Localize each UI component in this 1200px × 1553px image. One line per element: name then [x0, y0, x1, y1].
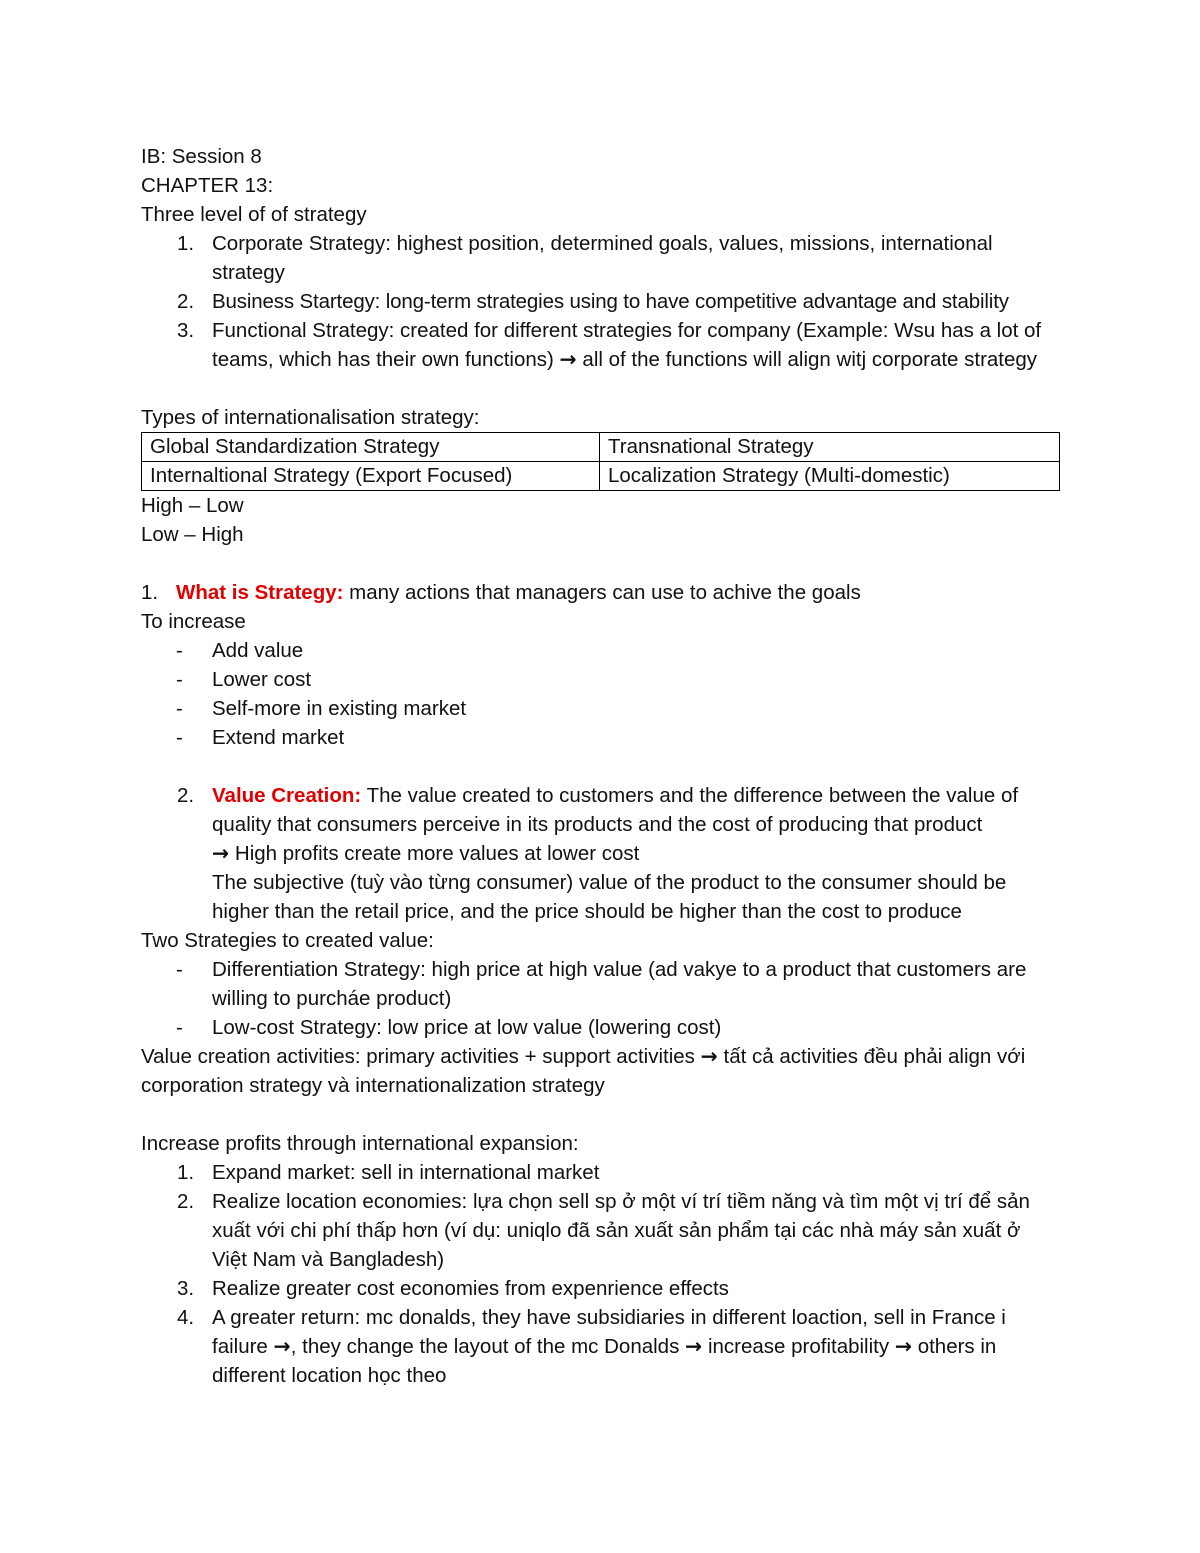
list-item — [141, 1013, 1061, 1042]
list-item-text: increase profitability — [707, 1335, 890, 1358]
list-item — [141, 316, 1061, 374]
list-number: 4. — [177, 1306, 195, 1329]
list-item-text: all of the functions will align witj corporate strategy — [582, 348, 1038, 371]
paragraph-text: tất cả activities đều phải align với corporation strategy và internationalization strategy — [141, 1045, 1026, 1097]
list-item-text: Differentiation Strategy: high price at high value (ad vakye to a product that customers are willing to purcháe product) — [212, 958, 1027, 1010]
list-number: 1. — [177, 1161, 195, 1184]
table-cell: Localization Strategy (Multi-domestic) — [600, 462, 1060, 491]
table-cell: Transnational Strategy — [600, 433, 1060, 462]
dash-bullet: - — [176, 668, 183, 691]
section-text: The value created to customers and the difference between the value of quality that consumers perceive in its products and the cost of producing that product — [212, 784, 1019, 836]
levels-list — [141, 229, 1061, 374]
section-text: many actions that managers can use to achive the goals — [349, 581, 861, 604]
list-item-text: A greater return: mc donalds, they have subsidiaries in different loaction, sell in France i failure — [212, 1306, 1006, 1358]
list-item-text: , they change the layout of the mc Donalds — [290, 1335, 680, 1358]
list-item — [141, 1274, 1061, 1303]
list-item — [141, 636, 1061, 665]
section-value-creation — [141, 781, 1061, 926]
list-item-text: Self-more in existing market — [212, 697, 467, 720]
list-item-text: Low-cost Strategy: low price at low value (lowering cost) — [212, 1016, 722, 1039]
list-item — [141, 1158, 1061, 1187]
arrow-icon: → — [559, 347, 577, 371]
arrow-icon: → — [700, 1044, 718, 1068]
table-cell: Global Standardization Strategy — [142, 433, 600, 462]
axis-note: Low – High — [141, 523, 244, 546]
arrow-icon: → — [685, 1334, 703, 1358]
section-label: Value Creation: — [212, 784, 362, 807]
list-item-text: Realize location economies: lựa chọn sell sp ở một ví trí tiềm năng và tìm một vị trí để sản xuất với chi phí thấp hơn (ví dụ: uniqlo đã sản xuất sản phẩm tại các nhà máy sản xuất ở Việt Nam và Bangladesh) — [212, 1190, 1030, 1271]
list-item — [141, 287, 1061, 316]
list-number: 3. — [177, 319, 195, 342]
list-item-text: Extend market — [212, 726, 345, 749]
dash-bullet: - — [176, 726, 183, 749]
list-number: 2. — [177, 784, 195, 807]
value-activities-paragraph — [141, 1042, 1061, 1100]
types-heading: Types of internationalisation strategy: — [141, 406, 480, 429]
section-label: What is Strategy: — [176, 581, 344, 604]
list-item-text: Functional Strategy: created for different strategies for company (Example: Wsu has a lot of teams, which has their own functions) — [212, 319, 1042, 371]
list-number: 1. — [177, 232, 195, 255]
list-item-text: Add value — [212, 639, 304, 662]
dash-bullet: - — [176, 958, 183, 981]
list-item — [141, 694, 1061, 723]
two-strategies-heading: Two Strategies to created value: — [141, 929, 434, 952]
increase-heading: To increase — [141, 610, 246, 633]
list-item — [141, 665, 1061, 694]
dash-bullet: - — [176, 639, 183, 662]
table-row — [142, 462, 1060, 491]
table-cell: Internaltional Strategy (Export Focused) — [142, 462, 600, 491]
dash-bullet: - — [176, 697, 183, 720]
list-item — [141, 955, 1061, 1013]
list-item — [141, 1303, 1061, 1390]
dash-bullet: - — [176, 1016, 183, 1039]
profits-list — [141, 1158, 1061, 1390]
arrow-icon: → — [894, 1334, 912, 1358]
table-row — [142, 433, 1060, 462]
list-item-text: Lower cost — [212, 668, 312, 691]
arrow-icon: → — [212, 841, 230, 865]
levels-heading: Three level of of strategy — [141, 203, 367, 226]
document-title: IB: Session 8 — [141, 145, 262, 168]
list-item-text: Realize greater cost economies from expenrience effects — [212, 1277, 729, 1300]
list-number: 2. — [177, 290, 195, 313]
list-item — [141, 1187, 1061, 1274]
paragraph-text: Value creation activities: primary activities + support activities — [141, 1045, 695, 1068]
two-strategies-list — [141, 955, 1061, 1042]
list-number: 2. — [177, 1190, 195, 1213]
list-item — [141, 723, 1061, 752]
list-item-text: others in different location học theo — [212, 1335, 997, 1387]
strategy-types-table — [141, 432, 1060, 491]
arrow-icon: → — [273, 1334, 291, 1358]
section-text: High profits create more values at lower cost — [234, 842, 640, 865]
list-number: 3. — [177, 1277, 195, 1300]
increase-list — [141, 636, 1061, 752]
profits-heading: Increase profits through international expansion: — [141, 1132, 579, 1155]
list-item-text: Corporate Strategy: highest position, determined goals, values, missions, international strategy — [212, 232, 993, 284]
list-item-text: Expand market: sell in international market — [212, 1161, 600, 1184]
list-number: 1. — [141, 581, 159, 604]
section-text: The subjective (tuỳ vào từng consumer) value of the product to the consumer should be higher than the retail price, and the price should be higher than the cost to produce — [212, 871, 1007, 923]
list-item — [141, 229, 1061, 287]
document-page — [141, 142, 1061, 1390]
axis-note: High – Low — [141, 494, 244, 517]
section-what-is-strategy — [141, 578, 1061, 607]
list-item-text: Business Startegy: long-term strategies using to have competitive advantage and stability — [212, 290, 1009, 313]
chapter-heading: CHAPTER 13: — [141, 174, 274, 197]
